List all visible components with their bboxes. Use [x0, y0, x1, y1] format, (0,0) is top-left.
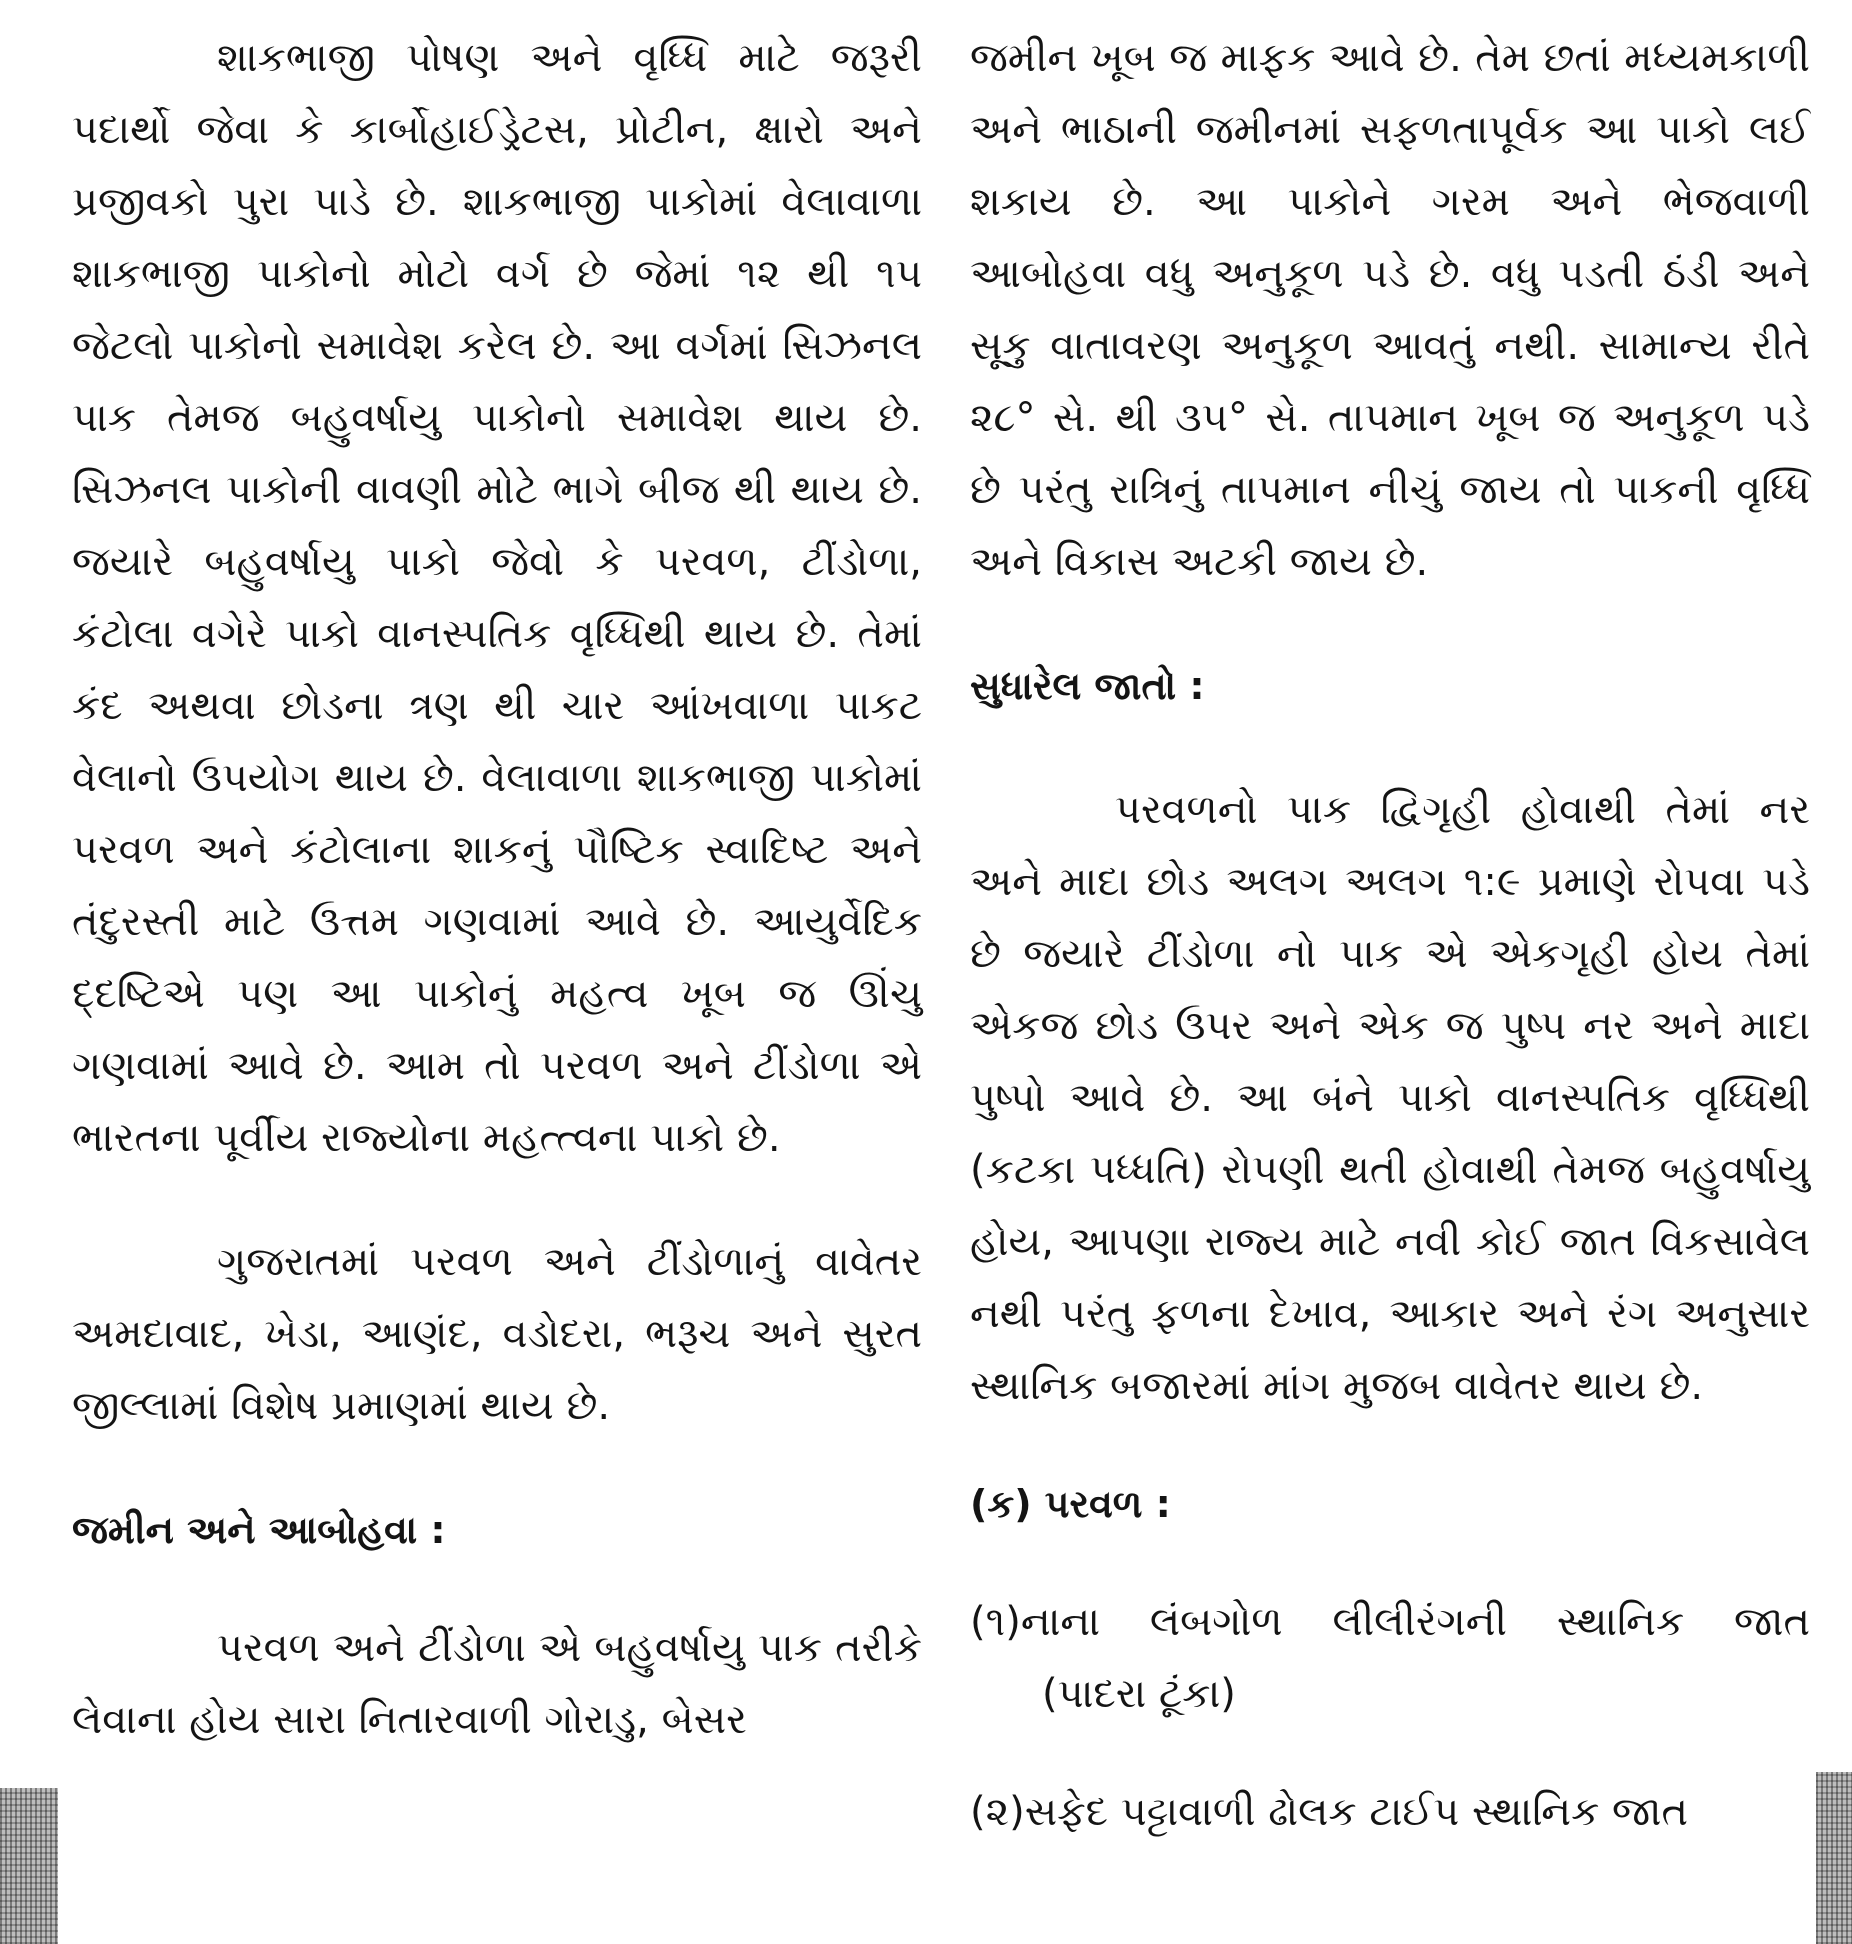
variety-item — [970, 1776, 1810, 1848]
scan-noise-right — [1816, 1772, 1852, 1944]
varieties-paragraph: પરવળનો પાક દ્વિગૃહી હોવાથી તેમાં નર અને માદા છોડ અલગ અલગ ૧:૯ પ્રમાણે રોપવા પડે છે જયારે ટીંડોળા નો પાક એ એકગૃહી હોય તેમાં એકજ છોડ ઉપર અને એક જ પુષ્પ નર અને માદા પુષ્પો આવે છે. આ બંને પાકો વાનસ્પતિક વૃધ્ધિથી (કટકા પધ્ધતિ) રોપણી થતી હોવાથી તેમજ બહુવર્ષાયુ હોય, આપણા રાજ્ય માટે નવી કોઈ જાત વિકસાવેલ નથી પરંતુ ફળના દેખાવ, આકાર અને રંગ અનુસાર સ્થાનિક બજારમાં માંગ મુજબ વાવેતર થાય છે. — [970, 787, 1810, 1409]
variety-number: (૧) — [970, 1599, 1021, 1645]
soil-climate-heading: જમીન અને આબોહવા : — [72, 1508, 446, 1552]
variety-text: સફેદ પટ્ટાવાળી ઢોલક ટાઈપ સ્થાનિક જાત — [1024, 1789, 1688, 1835]
cultivation-area-paragraph: ગુજરાતમાં પરવળ અને ટીંડોળાનું વાવેતર અમદાવાદ, ખેડા, આણંદ, વડોદરા, ભરૂચ અને સુરત જીલ્લામાં વિશેષ પ્રમાણમાં થાય છે. — [72, 1239, 922, 1429]
improved-varieties-heading: સુધારેલ જાતો : — [970, 664, 1205, 708]
variety-text: નાના લંબગોળ લીલીરંગની સ્થાનિક જાત — [1020, 1599, 1810, 1645]
soil-paragraph-continued: જમીન ખૂબ જ માફક આવે છે. તેમ છતાં મધ્યમકાળી અને ભાઠાની જમીનમાં સફળતાપૂર્વક આ પાકો લઈ શકાય છે. આ પાકોને ગરમ અને ભેજવાળી આબોહવા વધુ અનુકૂળ પડે છે. વધુ પડતી ઠંડી અને સૂકુ વાતાવરણ અનુકૂળ આવતું નથી. સામાન્ય રીતે ૨૮° સે. થી ૩૫° સે. તાપમાન ખૂબ જ અનુકૂળ પડે છે પરંતુ રાત્રિનું તાપમાન નીચું જાય તો પાકની વૃધ્ધિ અને વિકાસ અટકી જાય છે. — [970, 35, 1810, 585]
left-column — [72, 22, 922, 1756]
right-column — [970, 22, 1810, 1848]
intro-paragraph: શાકભાજી પોષણ અને વૃધ્ધિ માટે જરૂરી પદાર્થો જેવા કે કાર્બોહાઈડ્રેટસ, પ્રોટીન, ક્ષારો અને પ્રજીવકો પુરા પાડે છે. શાકભાજી પાકોમાં વેલાવાળા શાકભાજી પાકોનો મોટો વર્ગ છે જેમાં ૧૨ થી ૧૫ જેટલો પાકોનો સમાવેશ કરેલ છે. આ વર્ગમાં સિઝનલ પાક તેમજ બહુવર્ષાયુ પાકોનો સમાવેશ થાય છે. સિઝનલ પાકોની વાવણી મોટે ભાગે બીજ થી થાય છે. જયારે બહુવર્ષાયુ પાકો જેવો કે પરવળ, ટીંડોળા, કંટોલા વગેરે પાકો વાનસ્પતિક વૃધ્ધિથી થાય છે. તેમાં કંદ અથવા છોડના ત્રણ થી ચાર આંખવાળા પાકટ વેલાનો ઉપયોગ થાય છે. વેલાવાળા શાકભાજી પાકોમાં પરવળ અને કંટોલાના શાકનું પૌષ્ટિક સ્વાદિષ્ટ અને તંદુરસ્તી માટે ઉત્તમ ગણવામાં આવે છે. આયુર્વેદિક દ્દષ્ટિએ પણ આ પાકોનું મહત્વ ખૂબ જ ઊંચુ ગણવામાં આવે છે. આમ તો પરવળ અને ટીંડોળા એ ભારતના પૂર્વીય રાજ્યોના મહત્ત્વના પાકો છે. — [72, 35, 922, 1161]
scan-noise-left — [0, 1788, 58, 1944]
variety-number: (૨) — [970, 1789, 1025, 1835]
parval-heading: (ક) પરવળ : — [970, 1482, 1171, 1526]
variety-subtext: (પાદરા ટૂંકા) — [1042, 1671, 1236, 1717]
variety-item — [970, 1586, 1810, 1658]
soil-paragraph-start: પરવળ અને ટીંડોળા એ બહુવર્ષાયુ પાક તરીકે લેવાના હોય સારા નિતારવાળી ગોરાડુ, બેસર — [72, 1625, 922, 1743]
